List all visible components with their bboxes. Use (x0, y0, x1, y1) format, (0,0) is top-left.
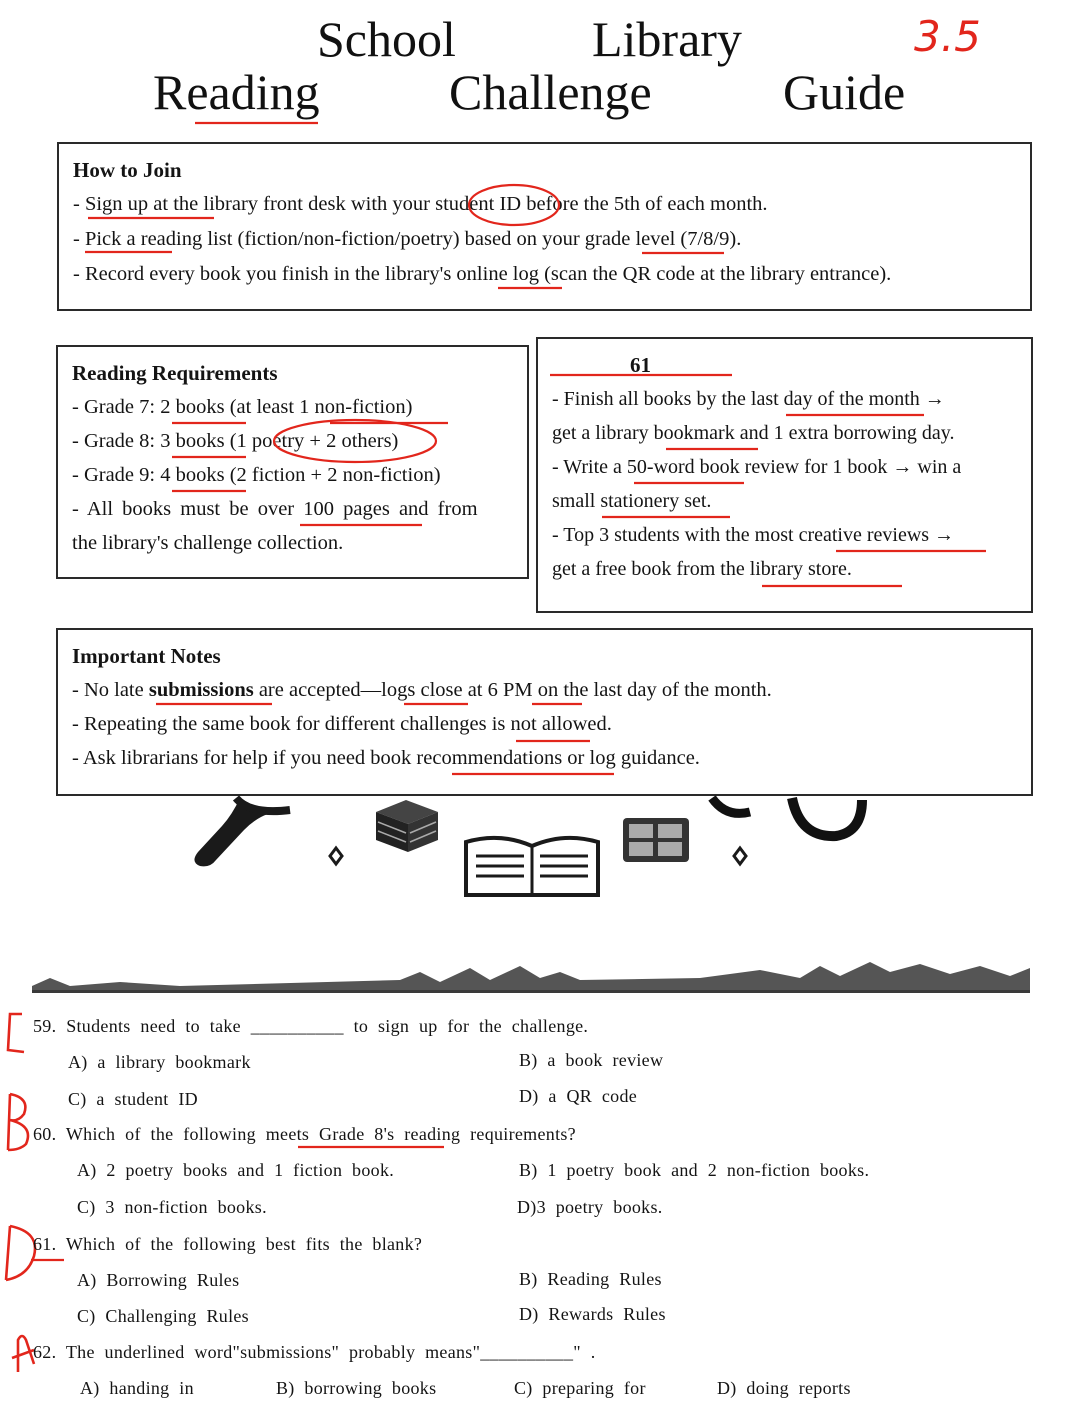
open-book-icon (466, 838, 598, 895)
how-to-join-line-1: - Sign up at the library front desk with your student ID before the 5th of each month. (73, 193, 768, 215)
notes-line-1-post: are accepted—logs close at 6 PM on the last day of the month. (253, 679, 772, 701)
question-62-option-a: A) handing in (80, 1378, 194, 1398)
book-stack-icon (376, 800, 438, 852)
how-to-join-heading: How to Join (73, 158, 182, 182)
how-to-join-line-3: - Record every book you finish in the library's online log (scan the QR code at the library entrance). (73, 263, 892, 285)
rewards-line-3: - Write a 50-word book review for 1 book → win a (552, 456, 962, 478)
rewards-heading-number: 61 (630, 353, 651, 377)
notes-line-1-pre: - No late (72, 679, 149, 701)
question-62-stem: 62. The underlined word"submissions" probably means"__________" . (33, 1342, 596, 1362)
requirements-heading: Reading Requirements (72, 361, 278, 385)
question-60-option-d: D)3 poetry books. (517, 1197, 663, 1217)
score-mark: 3.5 (914, 12, 981, 61)
underlined-word-submissions: submissions (148, 679, 254, 701)
title-word-guide: Guide (783, 64, 906, 120)
requirements-line-3: - Grade 9: 4 books (2 fiction + 2 non-fiction) (72, 464, 441, 486)
library-card-icon (623, 818, 689, 862)
rewards-line-4: small stationery set. (552, 490, 712, 512)
title-word-library: Library (592, 11, 742, 67)
requirements-line-1: - Grade 7: 2 books (at least 1 non-fiction) (72, 396, 413, 418)
rewards-line-5: - Top 3 students with the most creative reviews → (552, 524, 955, 546)
grass-divider (32, 962, 1030, 993)
requirements-line-2: - Grade 8: 3 books (1 poetry + 2 others) (72, 430, 399, 452)
rewards-line-1: - Finish all books by the last day of the month → (552, 388, 945, 410)
requirements-line-4: - All books must be over 100 pages and from (72, 498, 478, 520)
question-60-option-b: B) 1 poetry book and 2 non-fiction books. (519, 1160, 870, 1180)
notes-line-2: - Repeating the same book for different challenges is not allowed. (72, 713, 612, 735)
question-62-option-b: B) borrowing books (276, 1378, 437, 1398)
question-61-stem: 61. Which of the following best fits the blank? (33, 1234, 423, 1254)
question-59-option-d: D) a QR code (519, 1086, 638, 1106)
question-59-option-c: C) a student ID (68, 1089, 198, 1109)
question-59-stem: 59. Students need to take __________ to sign up for the challenge. (33, 1016, 589, 1036)
question-62-option-d: D) doing reports (717, 1378, 851, 1398)
question-61-option-d: D) Rewards Rules (519, 1304, 666, 1324)
requirements-line-5: the library's challenge collection. (72, 532, 344, 554)
notes-heading: Important Notes (72, 644, 221, 668)
magnifying-glass-icon (194, 798, 290, 866)
question-60-option-a: A) 2 poetry books and 1 fiction book. (77, 1160, 395, 1180)
question-60-option-c: C) 3 non-fiction books. (77, 1197, 267, 1217)
question-62-option-c: C) preparing for (514, 1378, 646, 1398)
rewards-line-6: get a free book from the library store. (552, 558, 852, 580)
glasses-icon (712, 798, 862, 836)
question-59-option-b: B) a book review (519, 1050, 664, 1070)
notes-line-3: - Ask librarians for help if you need book recommendations or log guidance. (72, 747, 700, 769)
title-word-school: School (317, 11, 456, 67)
question-61-option-a: A) Borrowing Rules (77, 1270, 240, 1290)
how-to-join-line-2: - Pick a reading list (fiction/non-fiction/poetry) based on your grade level (7/8/9). (73, 228, 742, 250)
title-word-reading: Reading (153, 64, 320, 120)
answer-letter-marks (6, 1014, 35, 1372)
question-61-option-b: B) Reading Rules (519, 1269, 662, 1289)
title-word-challenge: Challenge (449, 64, 652, 120)
rewards-line-2: get a library bookmark and 1 extra borrowing day. (552, 422, 955, 444)
question-61-option-c: C) Challenging Rules (77, 1306, 249, 1326)
question-59-option-a: A) a library bookmark (68, 1052, 251, 1072)
question-60-stem: 60. Which of the following meets Grade 8's reading requirements? (33, 1124, 576, 1144)
